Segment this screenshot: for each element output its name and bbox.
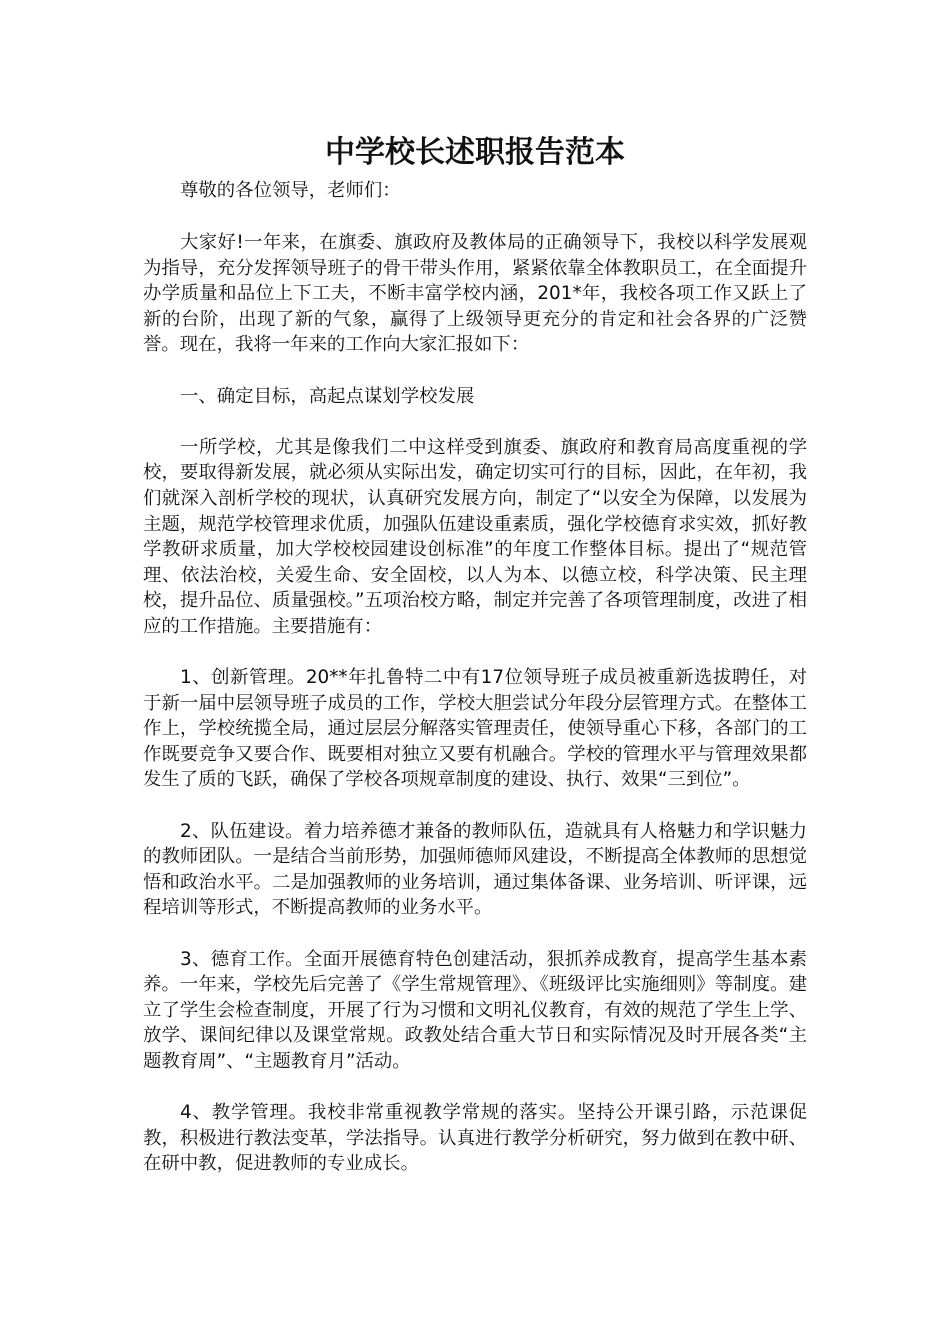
section-heading-1: 一、确定目标，高起点谋划学校发展: [180, 385, 475, 407]
document-page: [143, 128, 807, 1203]
goals-paragraph: 一所学校，尤其是像我们二中这样受到旗委、旗政府和教育局高度重视的学校，要取得新发展，就必须从实际出发，确定切实可行的目标，因此，在年初，我们就深入剖析学校的现状，认真研究发展方向，制定了“以安全为保障，以发展为主题，规范学校管理求优质，加强队伍建设重素质，强化学校德育求实效，抓好教学教研求质量，加大学校校园建设创标准”的年度工作整体目标。提出了“规范管理、依法治校，关爱生命、安全固校，以人为本、以德立校，科学决策、民主理校，提升品位、质量强校。”五项治校方略，制定并完善了各项管理制度，改进了相应的工作措施。主要措施有：: [143, 436, 807, 637]
measure-3-paragraph: 3、德育工作。全面开展德育特色创建活动，狠抓养成教育，提高学生基本素养。一年来，学校先后完善了《学生常规管理》、《班级评比实施细则》等制度。建立了学生会检查制度，开展了行为习惯和文明礼仪教育，有效的规范了学生上学、放学、课间纪律以及课堂常规。政教处结合重大节日和实际情况及时开展各类“主题教育周”、“主题教育月”活动。: [143, 948, 807, 1072]
measure-1-paragraph: 1、创新管理。20**年扎鲁特二中有17位领导班子成员被重新选拔聘任，对于新一届中层领导班子成员的工作，学校大胆尝试分年段分层管理方式。在整体工作上，学校统揽全局，通过层层分解落实管理责任，使领导重心下移，各部门的工作既要竞争又要合作、既要相对独立又要有机融合。学校的管理水平与管理效果都发生了质的飞跃，确保了学校各项规章制度的建设、执行、效果“三到位”。: [143, 667, 807, 791]
measure-2-paragraph: 2、队伍建设。着力培养德才兼备的教师队伍，造就具有人格魅力和学识魅力的教师团队。一是结合当前形势，加强师德师风建设，不断提高全体教师的思想觉悟和政治水平。二是加强教师的业务培训，通过集体备课、业务培训、听评课，远程培训等形式，不断提高教师的业务水平。: [143, 820, 807, 919]
salutation: 尊敬的各位领导，老师们：: [180, 180, 401, 201]
document-title: 中学校长述职报告范本: [325, 135, 625, 170]
intro-paragraph: 大家好!一年来，在旗委、旗政府及教体局的正确领导下，我校以科学发展观为指导，充分发挥领导班子的骨干带头作用，紧紧依靠全体教职员工，在全面提升办学质量和品位上下工夫，不断丰富学校内涵，201*年，我校各项工作又跃上了新的台阶，出现了新的气象，赢得了上级领导更充分的肯定和社会各界的广泛赞誉。现在，我将一年来的工作向大家汇报如下：: [143, 232, 807, 356]
measure-4-paragraph: 4、教学管理。我校非常重视教学常规的落实。坚持公开课引路，示范课促教，积极进行教法变革，学法指导。认真进行教学分析研究，努力做到在教中研、在研中教，促进教师的专业成长。: [143, 1102, 807, 1175]
